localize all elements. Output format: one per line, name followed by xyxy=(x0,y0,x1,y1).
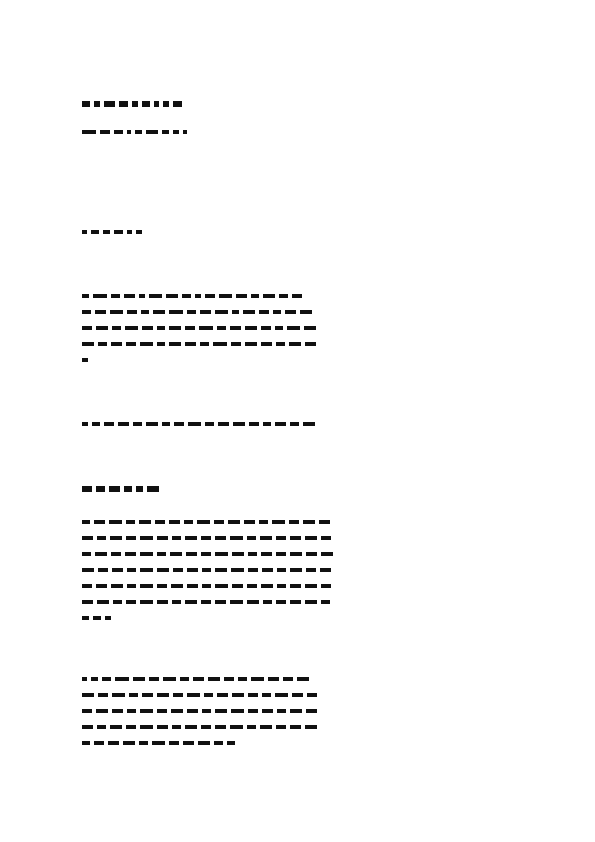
word-shape xyxy=(115,677,129,681)
word-shape xyxy=(306,568,316,572)
word-shape xyxy=(82,584,92,588)
word-shape xyxy=(173,130,179,134)
word-shape xyxy=(263,422,271,426)
word-shape xyxy=(140,600,153,604)
word-shape xyxy=(114,230,123,234)
word-shape xyxy=(260,536,272,540)
word-shape xyxy=(185,342,196,346)
word-shape xyxy=(172,600,181,604)
word-shape xyxy=(127,584,136,588)
word-shape xyxy=(82,130,96,134)
word-shape xyxy=(135,130,142,134)
word-shape xyxy=(127,130,131,134)
word-shape xyxy=(136,230,142,234)
word-shape xyxy=(290,536,301,540)
word-shape xyxy=(136,486,143,492)
word-shape xyxy=(97,725,106,729)
word-shape xyxy=(82,101,90,107)
word-shape xyxy=(263,600,272,604)
word-shape xyxy=(82,552,91,556)
word-shape xyxy=(186,552,197,556)
word-shape xyxy=(140,709,153,713)
word-shape xyxy=(261,342,272,346)
word-shape xyxy=(169,310,183,314)
word-shape xyxy=(157,536,168,540)
word-shape xyxy=(214,520,224,524)
word-shape xyxy=(127,709,136,713)
word-shape xyxy=(94,520,105,524)
word-shape xyxy=(289,520,299,524)
word-shape xyxy=(118,422,129,426)
word-shape xyxy=(146,130,158,134)
word-shape xyxy=(276,600,286,604)
word-shape xyxy=(200,310,211,314)
word-shape xyxy=(183,741,194,745)
word-shape xyxy=(82,358,88,362)
word-shape xyxy=(283,677,293,681)
word-shape xyxy=(110,725,122,729)
word-shape xyxy=(169,326,181,330)
word-shape xyxy=(173,101,182,107)
word-shape xyxy=(230,725,243,729)
word-shape xyxy=(199,326,213,330)
word-shape xyxy=(276,552,286,556)
word-shape xyxy=(104,101,115,107)
word-shape xyxy=(247,584,257,588)
word-shape xyxy=(95,310,106,314)
word-shape xyxy=(277,584,286,588)
word-shape xyxy=(303,422,315,426)
word-shape xyxy=(102,677,111,681)
word-shape xyxy=(157,693,169,697)
word-shape xyxy=(124,486,132,492)
word-shape xyxy=(287,326,300,330)
word-shape xyxy=(127,568,136,572)
word-shape xyxy=(304,326,316,330)
word-shape xyxy=(141,310,149,314)
word-shape xyxy=(262,709,273,713)
word-shape xyxy=(306,709,317,713)
word-shape xyxy=(305,725,317,729)
word-shape xyxy=(162,130,169,134)
word-shape xyxy=(185,725,197,729)
word-shape xyxy=(170,552,182,556)
word-shape xyxy=(245,342,257,346)
word-shape xyxy=(82,568,94,572)
word-shape xyxy=(188,422,201,426)
word-shape xyxy=(124,294,135,298)
word-shape xyxy=(182,294,191,298)
word-shape xyxy=(248,693,258,697)
word-shape xyxy=(96,584,107,588)
word-shape xyxy=(185,536,197,540)
word-shape xyxy=(259,310,269,314)
word-shape xyxy=(157,709,167,713)
word-shape xyxy=(243,310,255,314)
word-shape xyxy=(215,584,228,588)
word-shape xyxy=(157,584,167,588)
word-shape xyxy=(163,677,176,681)
word-shape xyxy=(171,584,183,588)
word-shape xyxy=(232,310,239,314)
word-shape xyxy=(82,741,90,745)
word-shape xyxy=(215,536,226,540)
word-shape xyxy=(276,342,285,346)
word-shape xyxy=(140,536,153,540)
word-shape xyxy=(185,600,197,604)
word-shape xyxy=(82,693,94,697)
word-shape xyxy=(215,310,228,314)
word-shape xyxy=(214,741,223,745)
word-shape xyxy=(142,693,153,697)
word-shape xyxy=(111,584,123,588)
word-shape xyxy=(232,693,244,697)
word-shape xyxy=(292,294,302,298)
word-shape xyxy=(231,709,244,713)
word-shape xyxy=(169,741,179,745)
word-shape xyxy=(103,230,110,234)
word-shape xyxy=(233,422,245,426)
word-shape xyxy=(205,294,215,298)
word-shape xyxy=(126,520,135,524)
word-shape xyxy=(154,101,159,107)
word-shape xyxy=(200,342,209,346)
word-shape xyxy=(110,310,123,314)
word-shape xyxy=(127,230,132,234)
word-shape xyxy=(172,536,181,540)
word-shape xyxy=(162,422,170,426)
word-shape xyxy=(187,709,198,713)
word-shape xyxy=(231,568,244,572)
word-shape xyxy=(125,326,138,330)
word-shape xyxy=(153,310,165,314)
word-shape xyxy=(149,677,159,681)
word-shape xyxy=(82,294,89,298)
word-shape xyxy=(289,342,301,346)
word-shape xyxy=(303,520,315,524)
word-shape xyxy=(146,422,158,426)
word-shape xyxy=(201,725,211,729)
word-shape xyxy=(277,568,286,572)
word-shape xyxy=(96,709,108,713)
word-shape xyxy=(261,326,271,330)
word-shape xyxy=(180,677,189,681)
word-shape xyxy=(94,101,100,107)
word-shape xyxy=(198,741,210,745)
word-shape xyxy=(142,326,153,330)
word-shape xyxy=(230,326,241,330)
word-shape xyxy=(82,536,93,540)
word-shape xyxy=(133,422,142,426)
word-shape xyxy=(109,486,120,492)
word-shape xyxy=(321,584,331,588)
word-shape xyxy=(126,536,136,540)
word-shape xyxy=(248,552,257,556)
word-shape xyxy=(261,552,272,556)
word-shape xyxy=(197,520,210,524)
word-shape xyxy=(300,310,312,314)
word-shape xyxy=(184,520,193,524)
word-shape xyxy=(129,693,138,697)
word-shape xyxy=(263,294,275,298)
word-shape xyxy=(202,709,211,713)
word-shape xyxy=(290,422,299,426)
word-shape xyxy=(140,552,153,556)
word-shape xyxy=(305,584,317,588)
word-shape xyxy=(248,709,258,713)
word-shape xyxy=(82,709,92,713)
word-shape xyxy=(238,677,247,681)
word-shape xyxy=(204,693,213,697)
word-shape xyxy=(321,600,330,604)
word-shape xyxy=(187,568,198,572)
word-shape xyxy=(201,600,211,604)
word-shape xyxy=(157,568,169,572)
word-shape xyxy=(215,725,226,729)
word-shape xyxy=(215,552,228,556)
word-shape xyxy=(202,568,211,572)
word-shape xyxy=(91,677,98,681)
word-shape xyxy=(320,568,331,572)
word-shape xyxy=(169,342,181,346)
word-shape xyxy=(111,294,120,298)
word-shape xyxy=(112,709,123,713)
word-shape xyxy=(123,741,135,745)
word-shape xyxy=(112,326,121,330)
word-shape xyxy=(139,741,148,745)
word-shape xyxy=(261,584,273,588)
word-shape xyxy=(82,230,87,234)
word-shape xyxy=(187,310,196,314)
word-shape xyxy=(217,326,226,330)
word-shape xyxy=(82,520,90,524)
word-shape xyxy=(319,520,330,524)
word-shape xyxy=(290,709,302,713)
word-shape xyxy=(139,520,151,524)
word-shape xyxy=(157,600,168,604)
word-shape xyxy=(290,725,301,729)
word-shape xyxy=(126,725,136,729)
word-shape xyxy=(245,326,257,330)
word-shape xyxy=(187,693,200,697)
word-shape xyxy=(230,536,243,540)
word-shape xyxy=(273,310,281,314)
word-shape xyxy=(147,486,159,492)
word-shape xyxy=(82,486,92,492)
word-shape xyxy=(217,693,228,697)
word-shape xyxy=(321,536,331,540)
word-shape xyxy=(249,422,259,426)
word-shape xyxy=(251,677,264,681)
word-shape xyxy=(277,709,286,713)
word-shape xyxy=(215,600,226,604)
word-shape xyxy=(98,342,107,346)
word-shape xyxy=(152,741,165,745)
word-shape xyxy=(104,422,114,426)
word-shape xyxy=(157,326,165,330)
word-shape xyxy=(157,342,165,346)
word-shape xyxy=(173,693,183,697)
word-shape xyxy=(173,568,183,572)
word-shape xyxy=(248,568,258,572)
word-shape xyxy=(215,568,227,572)
word-shape xyxy=(208,677,220,681)
word-shape xyxy=(297,677,309,681)
word-shape xyxy=(166,294,178,298)
word-shape xyxy=(109,520,122,524)
word-shape xyxy=(275,422,286,426)
word-shape xyxy=(110,536,122,540)
word-shape xyxy=(183,130,187,134)
word-shape xyxy=(98,568,108,572)
word-shape xyxy=(111,552,121,556)
word-shape xyxy=(276,725,286,729)
word-shape xyxy=(157,552,166,556)
word-shape xyxy=(119,101,128,107)
word-shape xyxy=(193,677,204,681)
word-shape xyxy=(290,584,301,588)
word-shape xyxy=(307,693,317,697)
word-shape xyxy=(292,693,303,697)
word-shape xyxy=(202,584,211,588)
word-shape xyxy=(195,294,201,298)
word-shape xyxy=(244,520,255,524)
word-shape xyxy=(125,552,136,556)
word-shape xyxy=(140,342,153,346)
word-shape xyxy=(305,342,316,346)
word-shape xyxy=(139,294,145,298)
word-shape xyxy=(82,326,92,330)
word-shape xyxy=(305,536,317,540)
word-shape xyxy=(232,552,244,556)
word-shape xyxy=(262,568,273,572)
word-shape xyxy=(157,725,168,729)
word-shape xyxy=(290,600,301,604)
word-shape xyxy=(105,616,111,620)
word-shape xyxy=(227,741,235,745)
word-shape xyxy=(140,568,153,572)
word-shape xyxy=(155,520,165,524)
word-shape xyxy=(93,294,107,298)
word-shape xyxy=(247,536,256,540)
word-shape xyxy=(140,584,153,588)
word-shape xyxy=(82,422,88,426)
word-shape xyxy=(94,741,104,745)
word-shape xyxy=(224,677,234,681)
word-shape xyxy=(260,725,272,729)
word-shape xyxy=(133,677,145,681)
word-shape xyxy=(112,568,123,572)
word-shape xyxy=(228,520,240,524)
word-shape xyxy=(82,342,94,346)
word-shape xyxy=(215,709,227,713)
word-shape xyxy=(321,552,333,556)
word-shape xyxy=(142,101,150,107)
word-shape xyxy=(231,342,241,346)
word-shape xyxy=(172,725,181,729)
word-shape xyxy=(96,326,108,330)
word-shape xyxy=(236,294,247,298)
word-shape xyxy=(290,568,302,572)
word-shape xyxy=(127,310,137,314)
word-shape xyxy=(126,600,136,604)
word-shape xyxy=(230,600,243,604)
word-shape xyxy=(96,486,105,492)
word-shape xyxy=(187,584,198,588)
word-shape xyxy=(219,294,232,298)
word-shape xyxy=(305,600,317,604)
word-shape xyxy=(82,677,87,681)
word-shape xyxy=(218,422,229,426)
word-shape xyxy=(95,552,107,556)
word-shape xyxy=(201,536,211,540)
word-shape xyxy=(140,725,153,729)
word-shape xyxy=(114,130,123,134)
word-shape xyxy=(185,326,195,330)
word-shape xyxy=(279,294,288,298)
word-shape xyxy=(108,741,119,745)
word-shape xyxy=(132,101,138,107)
word-shape xyxy=(268,677,279,681)
word-shape xyxy=(259,520,268,524)
word-shape xyxy=(285,310,296,314)
word-shape xyxy=(276,536,286,540)
word-shape xyxy=(97,536,106,540)
word-shape xyxy=(275,326,283,330)
word-shape xyxy=(174,422,184,426)
word-shape xyxy=(169,520,180,524)
word-shape xyxy=(111,342,122,346)
word-shape xyxy=(112,693,125,697)
word-shape xyxy=(126,342,136,346)
word-shape xyxy=(247,725,256,729)
word-shape xyxy=(232,584,243,588)
word-shape xyxy=(213,342,227,346)
word-shape xyxy=(149,294,162,298)
word-shape xyxy=(171,709,183,713)
word-shape xyxy=(113,600,122,604)
word-shape xyxy=(98,693,108,697)
word-shape xyxy=(275,693,288,697)
word-shape xyxy=(251,294,259,298)
word-shape xyxy=(82,725,93,729)
word-shape xyxy=(82,310,91,314)
word-shape xyxy=(91,230,99,234)
word-shape xyxy=(290,552,302,556)
word-shape xyxy=(201,552,211,556)
word-shape xyxy=(272,520,285,524)
word-shape xyxy=(82,600,93,604)
word-shape xyxy=(306,552,317,556)
word-shape xyxy=(97,600,109,604)
word-shape xyxy=(82,616,89,620)
word-shape xyxy=(247,600,259,604)
word-shape xyxy=(92,422,100,426)
word-shape xyxy=(262,693,271,697)
word-shape xyxy=(93,616,101,620)
word-shape xyxy=(100,130,110,134)
word-shape xyxy=(205,422,214,426)
word-shape xyxy=(163,101,169,107)
